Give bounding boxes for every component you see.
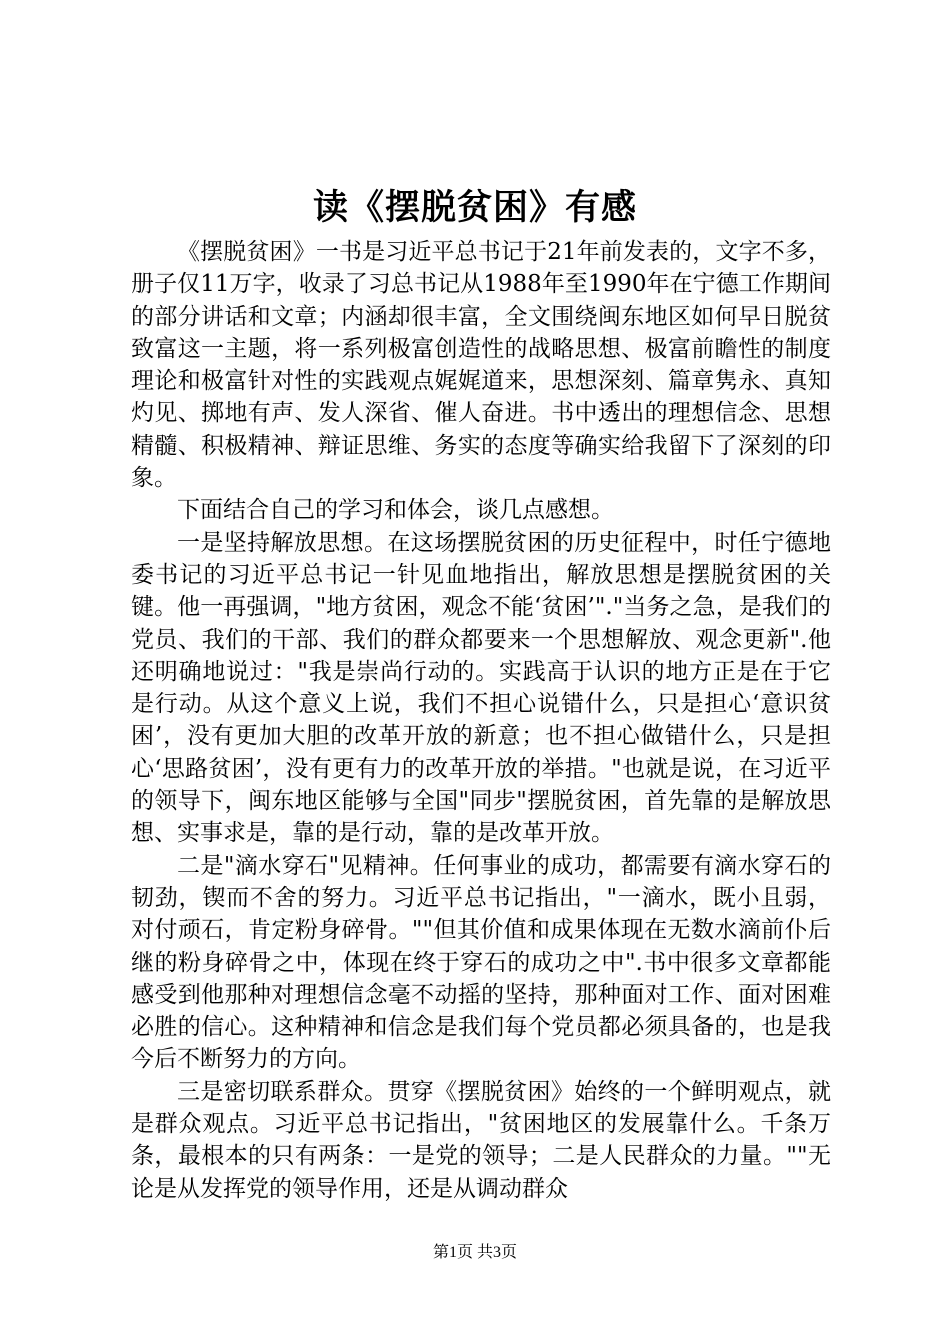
paragraph-point-two: 二是"滴水穿石"见精神。任何事业的成功，都需要有滴水穿石的韧劲，锲而不舍的努力。习近平总书记指出，"一滴水，既小且弱，对付顽石，肯定粉身碎骨。""但其价值和成果体现在无数水滴前仆后继的粉身碎骨之中，体现在终于穿石的成功之中".书中很多文章都能感受到他那种对理想信念毫不动摇的坚持，那种面对工作、面对困难必胜的信心。这种精神和信念是我们每个党员都必须具备的，也是我今后不断努力的方向。 — [131, 852, 831, 1073]
paragraph-intro: 《摆脱贫困》一书是习近平总书记于21年前发表的，文字不多，册子仅11万字，收录了习总书记从1988年至1990年在宁德工作期间的部分讲话和文章；内涵却很丰富，全文围绕闽东地区如何早日脱贫致富这一主题，将一系列极富创造性的战略思想、极富前瞻性的制度理论和极富针对性的实践观点娓娓道来，思想深刻、篇章隽永、真知灼见、掷地有声、发人深省、催人奋进。书中透出的理想信念、思想精髓、积极精神、辩证思维、务实的态度等确实给我留下了深刻的印象。 — [131, 239, 831, 492]
document-body — [131, 236, 831, 1205]
paragraph-transition: 下面结合自己的学习和体会，谈几点感想。 — [177, 497, 614, 524]
document-title: 读《摆脱贫困》有感 — [312, 187, 637, 228]
paragraph-point-three: 三是密切联系群众。贯穿《摆脱贫困》始终的一个鲜明观点，就是群众观点。习近平总书记指出，"贫困地区的发展靠什么。千条万条，最根本的只有两条：一是党的领导；二是人民群众的力量。""无论是从发挥党的领导作用，还是从调动群众 — [131, 1078, 831, 1202]
page-number-footer: 第1页 共3页 — [432, 1244, 517, 1261]
paragraph-point-one: 一是坚持解放思想。在这场摆脱贫困的历史征程中，时任宁德地委书记的习近平总书记一针见血地指出，解放思想是摆脱贫困的关键。他一再强调，"地方贫困，观念不能‘贫困’"."当务之急，是我们的党员、我们的干部、我们的群众都要来一个思想解放、观念更新".他还明确地说过："我是崇尚行动的。实践高于认识的地方正是在于它是行动。从这个意义上说，我们不担心说错什么，只是担心‘意识贫困’，没有更加大胆的改革开放的新意；也不担心做错什么，只是担心‘思路贫困’，没有更有力的改革开放的举措。"也就是说，在习近平的领导下，闽东地区能够与全国"同步"摆脱贫困，首先靠的是解放思想、实事求是，靠的是行动，靠的是改革开放。 — [131, 529, 831, 847]
